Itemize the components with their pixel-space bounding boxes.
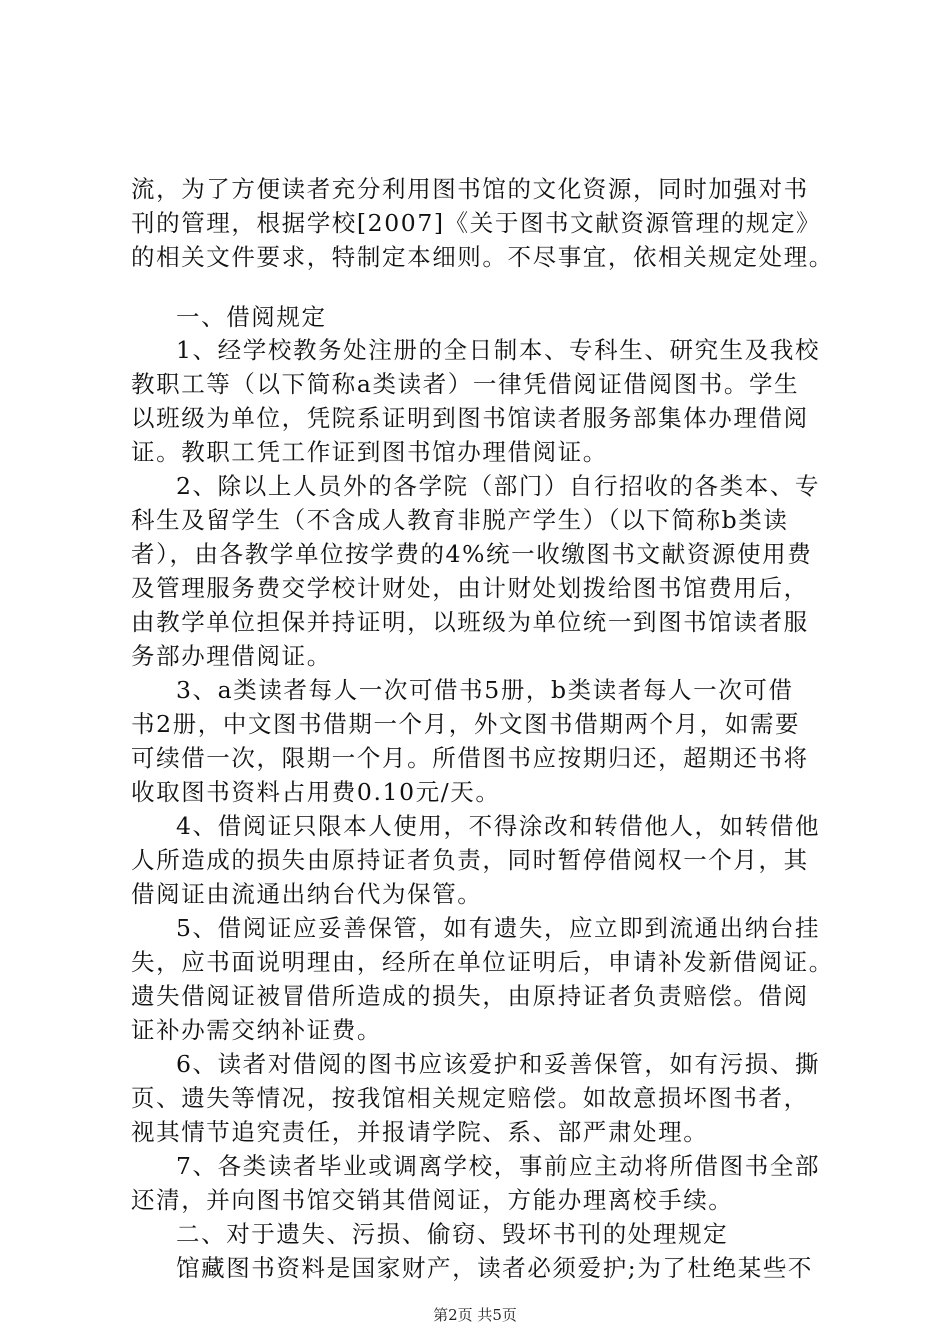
paragraph-line: 馆藏图书资料是国家财产，读者必须爱护;为了杜绝某些不 bbox=[176, 1254, 814, 1282]
paragraph-line: 科生及留学生（不含成人教育非脱产学生）（以下简称b类读 bbox=[131, 506, 789, 534]
section-heading: 二、对于遗失、污损、偷窃、毁坏书刊的处理规定 bbox=[176, 1220, 729, 1248]
paragraph-line: 3、a类读者每人一次可借书5册，b类读者每人一次可借 bbox=[176, 676, 794, 704]
page-number-footer: 第2页 共5页 bbox=[433, 1306, 517, 1324]
paragraph-line: 1、经学校教务处注册的全日制本、专科生、研究生及我校 bbox=[176, 336, 821, 364]
paragraph-line: 还清，并向图书馆交销其借阅证，方能办理离校手续。 bbox=[131, 1186, 734, 1214]
paragraph-line: 证补办需交纳补证费。 bbox=[131, 1016, 382, 1044]
paragraph-line: 2、除以上人员外的各学院（部门）自行招收的各类本、专 bbox=[176, 472, 821, 500]
paragraph-line: 流，为了方便读者充分利用图书馆的文化资源，同时加强对书 bbox=[131, 175, 809, 203]
paragraph-line: 收取图书资料占用费0.10元/天。 bbox=[131, 778, 501, 806]
paragraph-line: 证。教职工凭工作证到图书馆办理借阅证。 bbox=[131, 438, 608, 466]
paragraph-line: 失，应书面说明理由，经所在单位证明后，申请补发新借阅证。 bbox=[131, 948, 834, 976]
paragraph-line: 借阅证由流通出纳台代为保管。 bbox=[131, 880, 483, 908]
paragraph-line: 4、借阅证只限本人使用，不得涂改和转借他人，如转借他 bbox=[176, 812, 821, 840]
paragraph-line: 6、读者对借阅的图书应该爱护和妥善保管，如有污损、撕 bbox=[176, 1050, 821, 1078]
paragraph-line: 以班级为单位，凭院系证明到图书馆读者服务部集体办理借阅 bbox=[131, 404, 809, 432]
paragraph-line: 可续借一次，限期一个月。所借图书应按期归还，超期还书将 bbox=[131, 744, 809, 772]
paragraph-line: 人所造成的损失由原持证者负责，同时暂停借阅权一个月，其 bbox=[131, 846, 809, 874]
paragraph-line: 刊的管理，根据学校[2007]《关于图书文献资源管理的规定》 bbox=[131, 209, 822, 237]
paragraph-line: 遗失借阅证被冒借所造成的损失，由原持证者负责赔偿。借阅 bbox=[131, 982, 809, 1010]
paragraph-line: 页、遗失等情况，按我馆相关规定赔偿。如故意损坏图书者， bbox=[131, 1084, 809, 1112]
paragraph-line: 书2册，中文图书借期一个月，外文图书借期两个月，如需要 bbox=[131, 710, 801, 738]
paragraph-line: 7、各类读者毕业或调离学校，事前应主动将所借图书全部 bbox=[176, 1152, 821, 1180]
paragraph-line: 5、借阅证应妥善保管，如有遗失，应立即到流通出纳台挂 bbox=[176, 914, 821, 942]
paragraph-line: 教职工等（以下简称a类读者）一律凭借阅证借阅图书。学生 bbox=[131, 370, 800, 398]
paragraph-line: 者），由各教学单位按学费的4%统一收缴图书文献资源使用费 bbox=[131, 540, 813, 568]
paragraph-line: 视其情节追究责任，并报请学院、系、部严肃处理。 bbox=[131, 1118, 709, 1146]
paragraph-line: 由教学单位担保并持证明，以班级为单位统一到图书馆读者服 bbox=[131, 608, 809, 636]
section-heading: 一、借阅规定 bbox=[176, 303, 327, 331]
paragraph-line: 务部办理借阅证。 bbox=[131, 642, 332, 670]
paragraph-line: 的相关文件要求，特制定本细则。不尽事宜，依相关规定处理。 bbox=[131, 243, 834, 271]
paragraph-line: 及管理服务费交学校计财处，由计财处划拨给图书馆费用后， bbox=[131, 574, 809, 602]
